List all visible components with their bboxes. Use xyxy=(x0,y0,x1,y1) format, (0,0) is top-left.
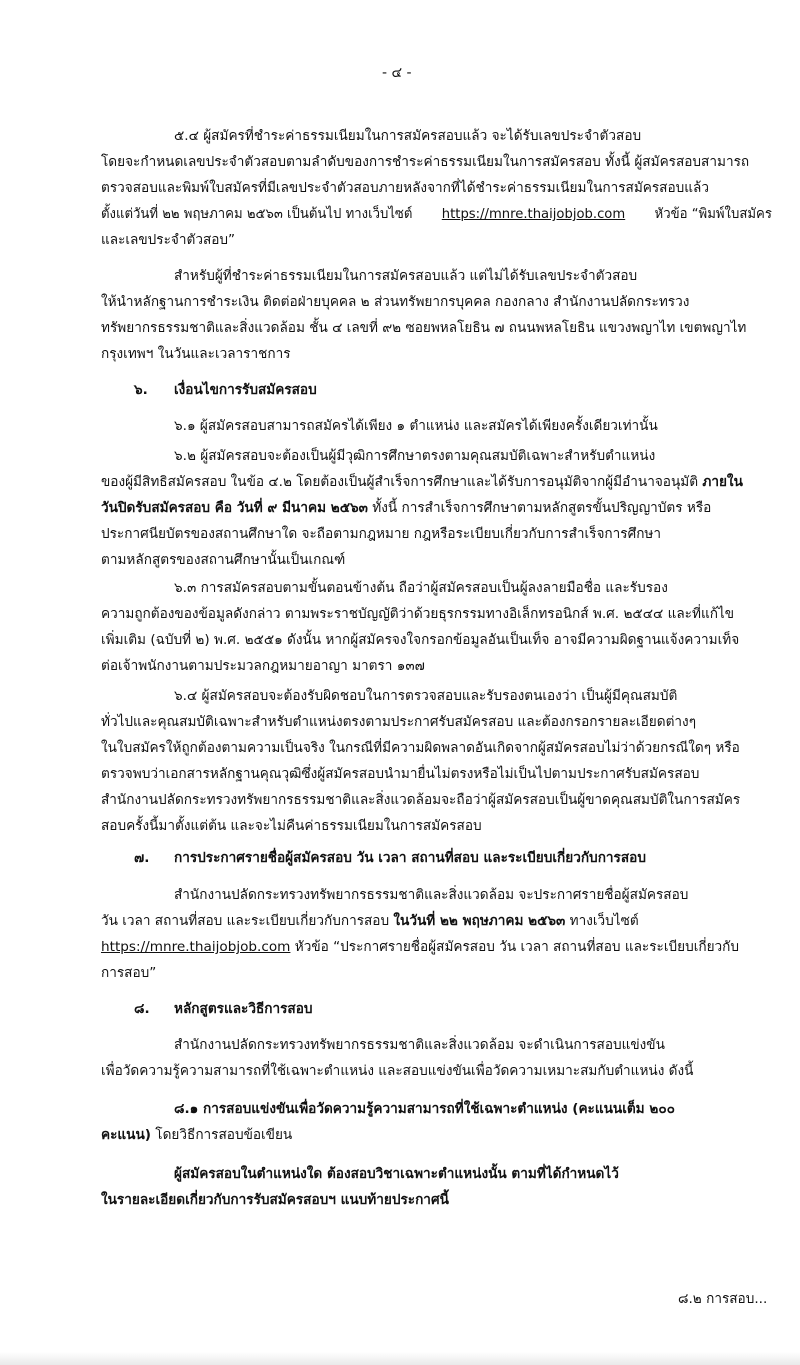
s6-2-line-5: ตามหลักสูตรของสถานศึกษานั้นเป็นเกณฑ์ xyxy=(101,552,346,568)
s8-1-line-3: ผู้สมัครสอบในตำแหน่งใด ต้องสอบวิชาเฉพาะตำแหน่งนั้น ตามที่ได้กำหนดไว้ xyxy=(174,1166,619,1182)
s5-4-para2-line-2: ให้นำหลักฐานการชำระเงิน ติดต่อฝ่ายบุคคล ๒ ส่วนทรัพยากรบุคคล กองกลาง สำนักงานปลัดกระทรวง xyxy=(101,294,690,310)
s6-3-line-1: ๖.๓ การสมัครสอบตามขั้นตอนข้างต้น ถือว่าผู้สมัครสอบเป็นผู้ลงลายมือชื่อ และรับรอง xyxy=(174,580,668,596)
s8-1-line-1: ๘.๑ การสอบแข่งขันเพื่อวัดความรู้ความสามารถที่ใช้เฉพาะตำแหน่ง (คะแนนเต็ม ๒๐๐ xyxy=(174,1101,675,1117)
s7-line-4: การสอบ” xyxy=(101,965,157,981)
s7-line-3 xyxy=(101,938,739,956)
s5-4-line-5: และเลขประจำตัวสอบ” xyxy=(101,232,236,248)
s6-4-line-3: ในใบสมัครให้ถูกต้องตามความเป็นจริง ในกรณีที่มีความผิดพลาดอันเกิดจากผู้สมัครสอบไม่ว่าด้วยกรณีใดๆ หรือ xyxy=(101,740,740,756)
website-link-2[interactable]: https://mnre.thaijobjob.com xyxy=(101,939,291,955)
s5-4-date-text: ตั้งแต่วันที่ ๒๒ พฤษภาคม ๒๕๖๓ เป็นต้นไป ทางเว็บไซต์ xyxy=(101,206,413,222)
s8-line-1: สำนักงานปลัดกระทรวงทรัพยากรธรรมชาติและสิ่งแวดล้อม จะดำเนินการสอบแข่งขัน xyxy=(174,1037,665,1053)
s6-2-line-4: ประกาศนียบัตรของสถานศึกษาใด จะถือตามกฎหมาย กฎหรือระเบียบเกี่ยวกับการสำเร็จการศึกษา xyxy=(101,526,662,542)
s6-4-line-1: ๖.๔ ผู้สมัครสอบจะต้องรับผิดชอบในการตรวจสอบและรับรองตนเองว่า เป็นผู้มีคุณสมบัติ xyxy=(174,688,678,704)
s5-4-line-3: ตรวจสอบและพิมพ์ใบสมัครที่มีเลขประจำตัวสอบภายหลังจากที่ได้ชำระค่าธรรมเนียมในการสมัครสอบแล้ว xyxy=(101,180,710,196)
s6-4-line-6: สอบครั้งนี้มาตั้งแต่ต้น และจะไม่คืนค่าธรรมเนียมในการสมัครสอบ xyxy=(101,818,482,834)
s6-2-deadline: วันปิดรับสมัครสอบ คือ วันที่ ๙ มีนาคม ๒๕๖๓ xyxy=(101,500,368,516)
s6-2-line-2-text: ของผู้มีสิทธิสมัครสอบ ในข้อ ๔.๒ โดยต้องเป็นผู้สำเร็จการศึกษาและได้รับการอนุมัติจากผู้มีอำนาจอนุมัติ xyxy=(101,474,699,490)
s7-line-2 xyxy=(101,912,639,930)
section-7-heading: การประกาศรายชื่อผู้สมัครสอบ วัน เวลา สถานที่สอบ และระเบียบเกี่ยวกับการสอบ xyxy=(174,850,646,866)
s5-4-para2-line-1: สำหรับผู้ที่ชำระค่าธรรมเนียมในการสมัครสอบแล้ว แต่ไม่ได้รับเลขประจำตัวสอบ xyxy=(174,268,638,284)
continuation-note: ๘.๒ การสอบ... xyxy=(678,1291,768,1307)
s7-topic-text: หัวข้อ “ประกาศรายชื่อผู้สมัครสอบ วัน เวลา สถานที่สอบ และระเบียบเกี่ยวกับ xyxy=(294,939,740,955)
s8-1-line-4: ในรายละเอียดเกี่ยวกับการรับสมัครสอบฯ แนบท้ายประกาศนี้ xyxy=(101,1192,449,1208)
s6-2-line-3-text: ทั้งนี้ การสำเร็จการศึกษาตามหลักสูตรขั้นปริญญาบัตร หรือ xyxy=(372,500,712,516)
s7-announce-date: ในวันที่ ๒๒ พฤษภาคม ๒๕๖๓ xyxy=(393,913,566,929)
s5-4-line-2: โดยจะกำหนดเลขประจำตัวสอบตามลำดับของการชำระค่าธรรมเนียมในการสมัครสอบ ทั้งนี้ ผู้สมัครสอบสามารถ xyxy=(101,154,750,170)
s8-1-line-2 xyxy=(101,1126,292,1144)
s5-4-line-1: ๕.๔ ผู้สมัครที่ชำระค่าธรรมเนียมในการสมัครสอบแล้ว จะได้รับเลขประจำตัวสอบ xyxy=(174,128,642,144)
scan-bottom-edge xyxy=(0,1352,800,1365)
s5-4-para2-line-4: กรุงเทพฯ ในวันและเวลาราชการ xyxy=(101,346,291,362)
s6-2-line-2-bold: ภายใน xyxy=(702,474,743,490)
s6-3-line-2: ความถูกต้องของข้อมูลดังกล่าว ตามพระราชบัญญัติว่าด้วยธุรกรรมทางอิเล็กทรอนิกส์ พ.ศ. ๒๕๔๔ และที่แก้ไข xyxy=(101,606,735,622)
s5-4-para2-line-3: ทรัพยากรธรรมชาติและสิ่งแวดล้อม ชั้น ๔ เลขที่ ๙๒ ซอยพหลโยธิน ๗ ถนนพหลโยธิน แขวงพญาไท เขตพญาไท xyxy=(101,320,747,336)
s5-4-topic-text: หัวข้อ “พิมพ์ใบสมัคร xyxy=(654,206,772,222)
website-link[interactable]: https://mnre.thaijobjob.com xyxy=(441,206,626,222)
section-8-heading: หลักสูตรและวิธีการสอบ xyxy=(174,1001,313,1017)
s7-line-2-text: วัน เวลา สถานที่สอบ และระเบียบเกี่ยวกับการสอบ xyxy=(101,913,390,929)
section-7-number: ๗. xyxy=(134,850,150,866)
section-6-heading: เงื่อนไขการรับสมัครสอบ xyxy=(174,382,317,398)
section-8-number: ๘. xyxy=(134,1001,150,1017)
s8-1-method: โดยวิธีการสอบข้อเขียน xyxy=(155,1127,293,1143)
s6-1-line: ๖.๑ ผู้สมัครสอบสามารถสมัครได้เพียง ๑ ตำแหน่ง และสมัครได้เพียงครั้งเดียวเท่านั้น xyxy=(174,418,658,434)
s8-line-2: เพื่อวัดความรู้ความสามารถที่ใช้เฉพาะตำแหน่ง และสอบแข่งขันเพื่อวัดความเหมาะสมกับตำแหน่ง ดังนี้ xyxy=(101,1063,694,1079)
s6-2-line-2 xyxy=(101,473,743,491)
s6-4-line-2: ทั่วไปและคุณสมบัติเฉพาะสำหรับตำแหน่งตรงตามประกาศรับสมัครสอบ และต้องกรอกรายละเอียดต่างๆ xyxy=(101,714,696,730)
page-number: - ๔ - xyxy=(382,65,412,81)
s7-line-1: สำนักงานปลัดกระทรวงทรัพยากรธรรมชาติและสิ่งแวดล้อม จะประกาศรายชื่อผู้สมัครสอบ xyxy=(174,887,689,903)
section-6-number: ๖. xyxy=(134,382,148,398)
s6-4-line-5: สำนักงานปลัดกระทรวงทรัพยากรธรรมชาติและสิ่งแวดล้อมจะถือว่าผู้สมัครสอบเป็นผู้ขาดคุณสมบัติในการสมัคร xyxy=(101,792,741,808)
s6-3-line-4: ต่อเจ้าพนักงานตามประมวลกฎหมายอาญา มาตรา ๑๓๗ xyxy=(101,658,425,674)
s6-2-line-3 xyxy=(101,499,711,517)
s7-line-2-end: ทางเว็บไซต์ xyxy=(569,913,639,929)
s6-3-line-3: เพิ่มเติม (ฉบับที่ ๒) พ.ศ. ๒๕๕๑ ดังนั้น หากผู้สมัครจงใจกรอกข้อมูลอันเป็นเท็จ อาจมีความผิดฐานแจ้งความเท็จ xyxy=(101,632,740,648)
s6-2-line-1: ๖.๒ ผู้สมัครสอบจะต้องเป็นผู้มีวุฒิการศึกษาตรงตามคุณสมบัติเฉพาะสำหรับตำแหน่ง xyxy=(174,448,656,464)
s5-4-line-4 xyxy=(101,205,772,223)
s8-1-score-end: คะแนน) xyxy=(101,1127,151,1143)
s6-4-line-4: ตรวจพบว่าเอกสารหลักฐานคุณวุฒิซึ่งผู้สมัครสอบนำมายื่นไม่ตรงหรือไม่เป็นไปตามประกาศรับสมัครสอบ xyxy=(101,766,700,782)
